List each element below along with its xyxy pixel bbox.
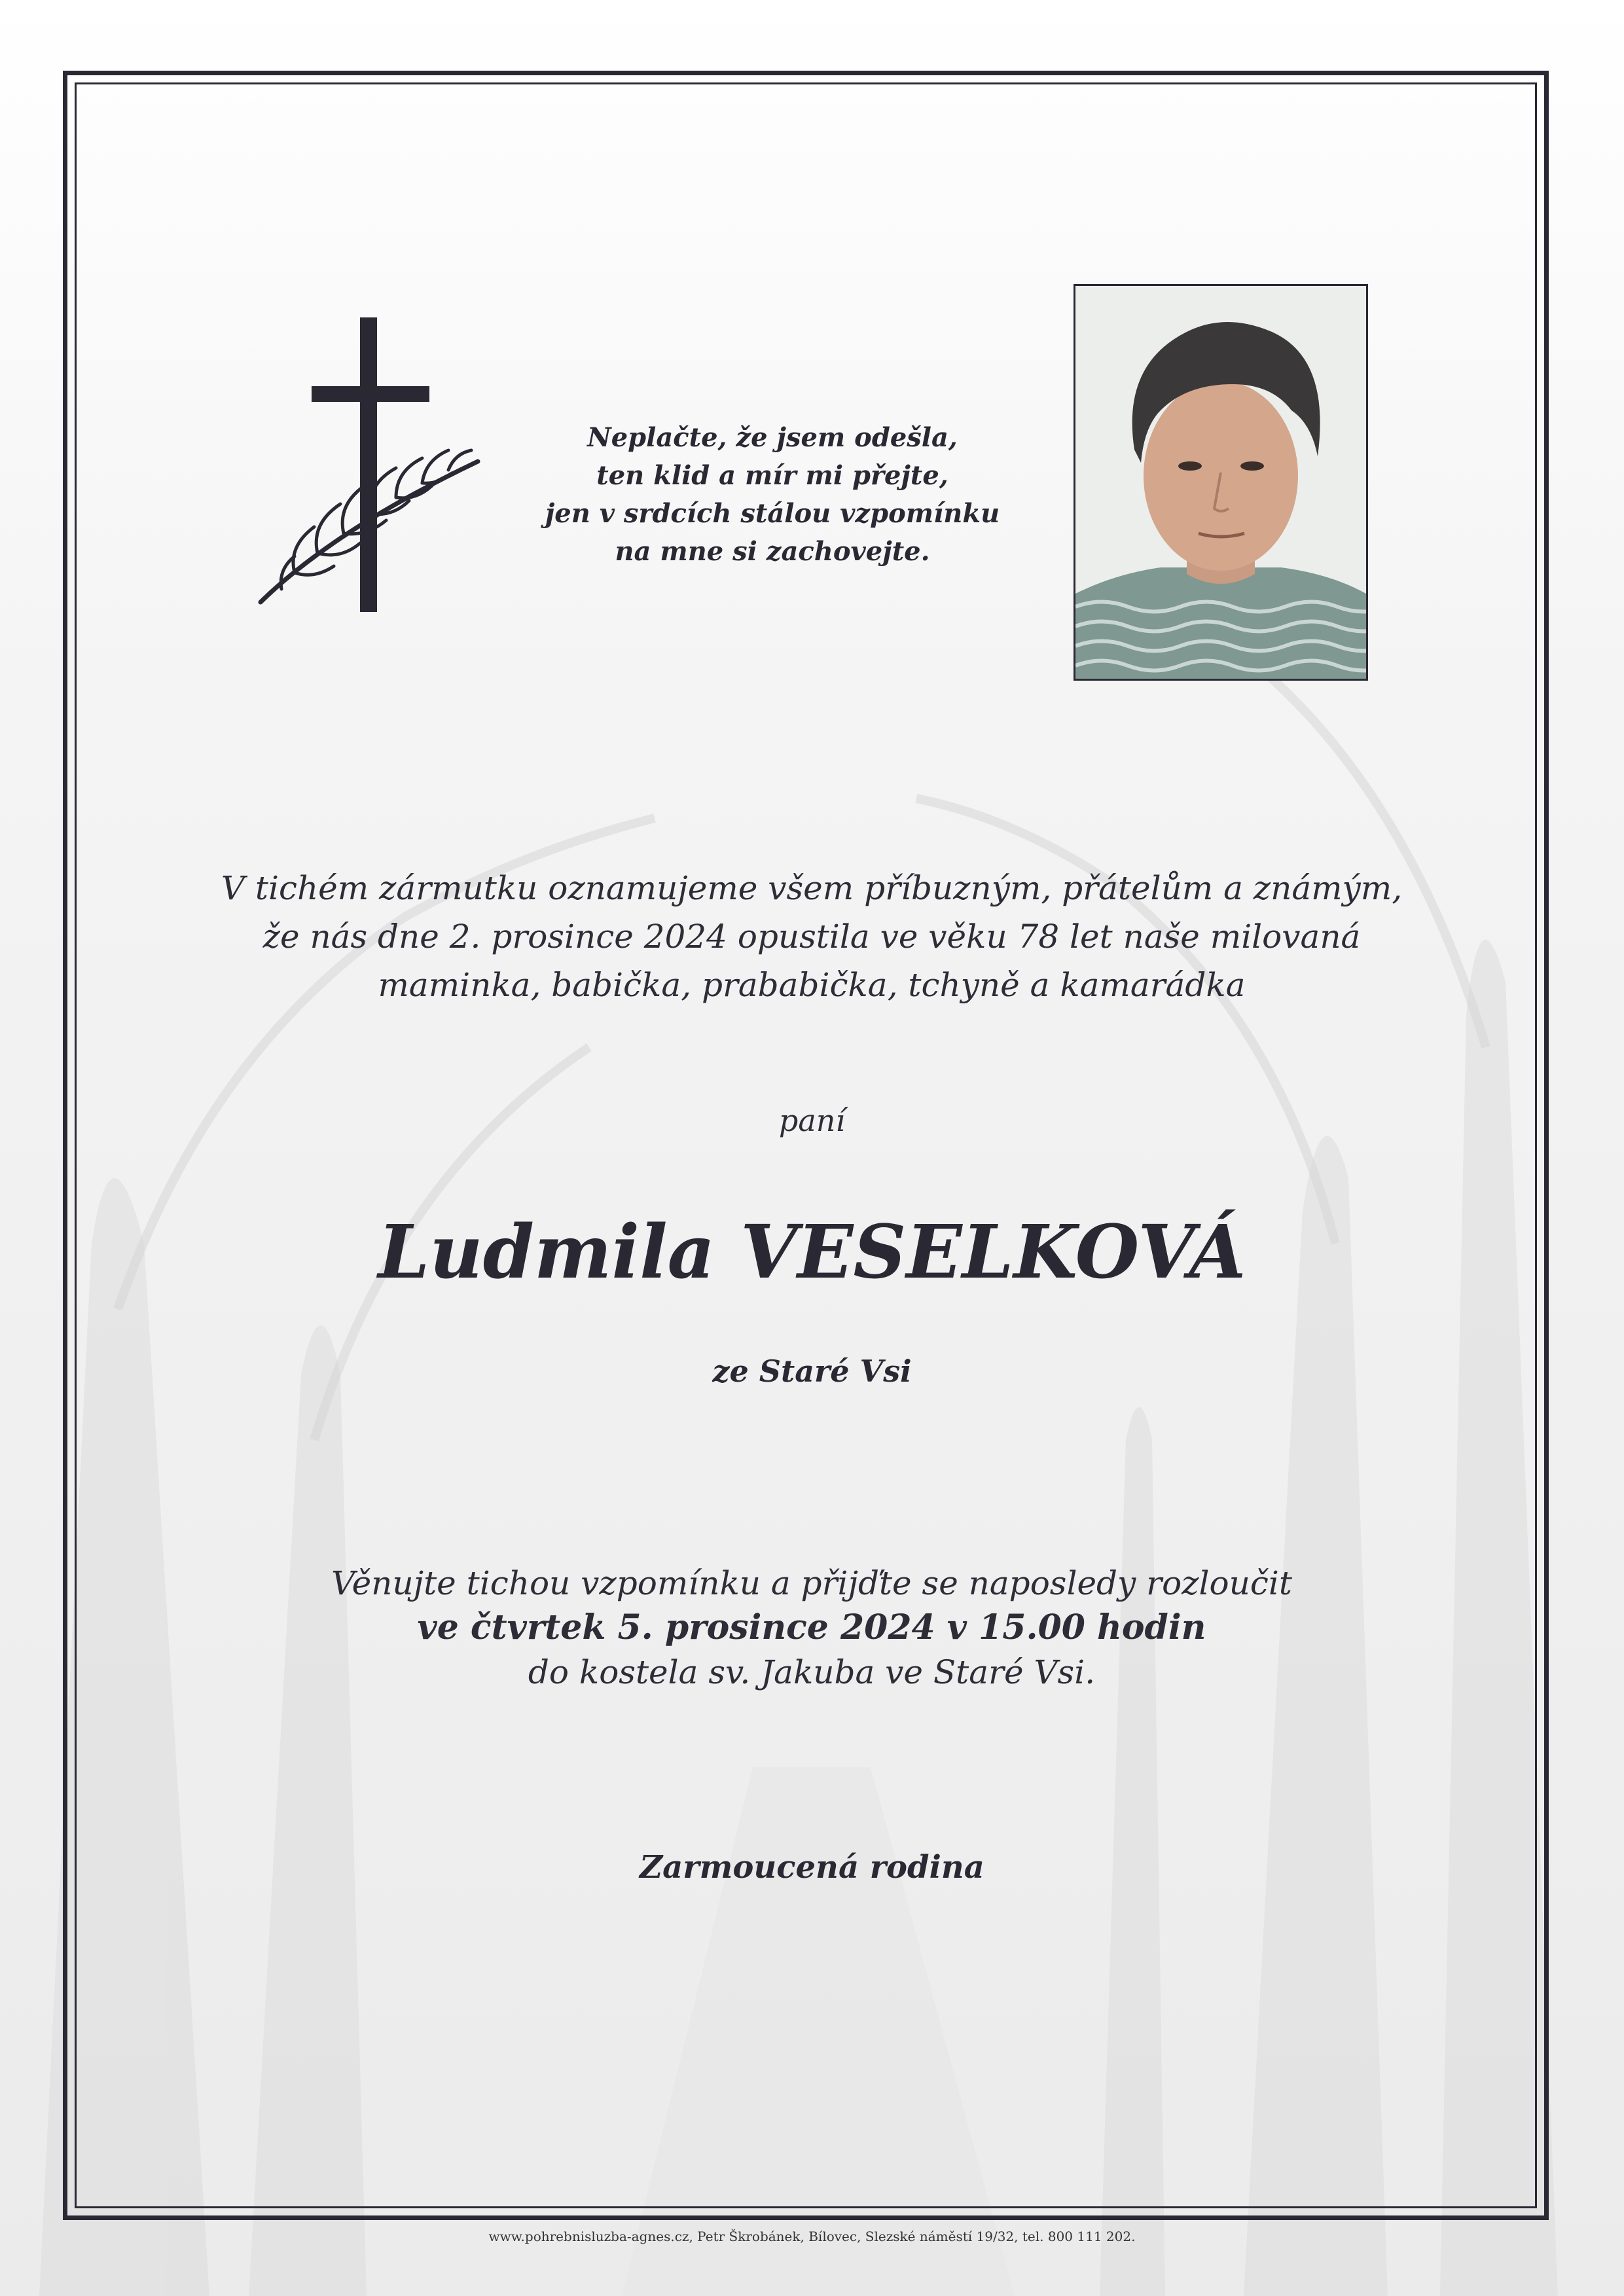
honorific: paní <box>778 1103 846 1138</box>
funeral-place: do kostela sv. Jakuba ve Staré Vsi. <box>528 1653 1096 1691</box>
portrait-photo <box>1074 284 1368 681</box>
announcement-line: V tichém zármutku oznamujeme všem příbuzným, přátelům a známým, <box>221 869 1403 907</box>
deceased-name: Ludmila VESELKOVÁ <box>378 1210 1246 1295</box>
announcement-line: že nás dne 2. prosince 2024 opustila ve věku 78 let naše milovaná <box>262 918 1361 956</box>
announcement-line: maminka, babička, prababička, tchyně a kamarádka <box>378 966 1246 1004</box>
quote-line: jen v srdcích stálou vzpomínku <box>545 498 1000 529</box>
quote-line: Neplačte, že jsem odešla, <box>587 422 958 453</box>
funeral-invitation <box>164 1561 1460 1695</box>
footer-contact: www.pohrebnisluzba-agnes.cz, Petr Škrobánek, Bílovec, Slezské náměstí 19/32, tel. 800 111 202. <box>488 2229 1136 2244</box>
cross-icon <box>255 314 491 622</box>
funeral-datetime: ve čtvrtek 5. prosince 2024 v 15.00 hodin <box>417 1607 1206 1647</box>
deceased-origin: ze Staré Vsi <box>712 1354 912 1389</box>
quote-line: ten klid a mír mi přejte, <box>596 460 948 491</box>
quote-line: na mne si zachovejte. <box>615 536 930 567</box>
portrait-illustration <box>1075 286 1366 679</box>
memorial-quote <box>511 419 1034 571</box>
death-announcement <box>164 864 1460 1009</box>
signature: Zarmoucená rodina <box>640 1849 984 1886</box>
invitation-line: Věnujte tichou vzpomínku a přijďte se naposledy rozloučit <box>331 1564 1292 1602</box>
